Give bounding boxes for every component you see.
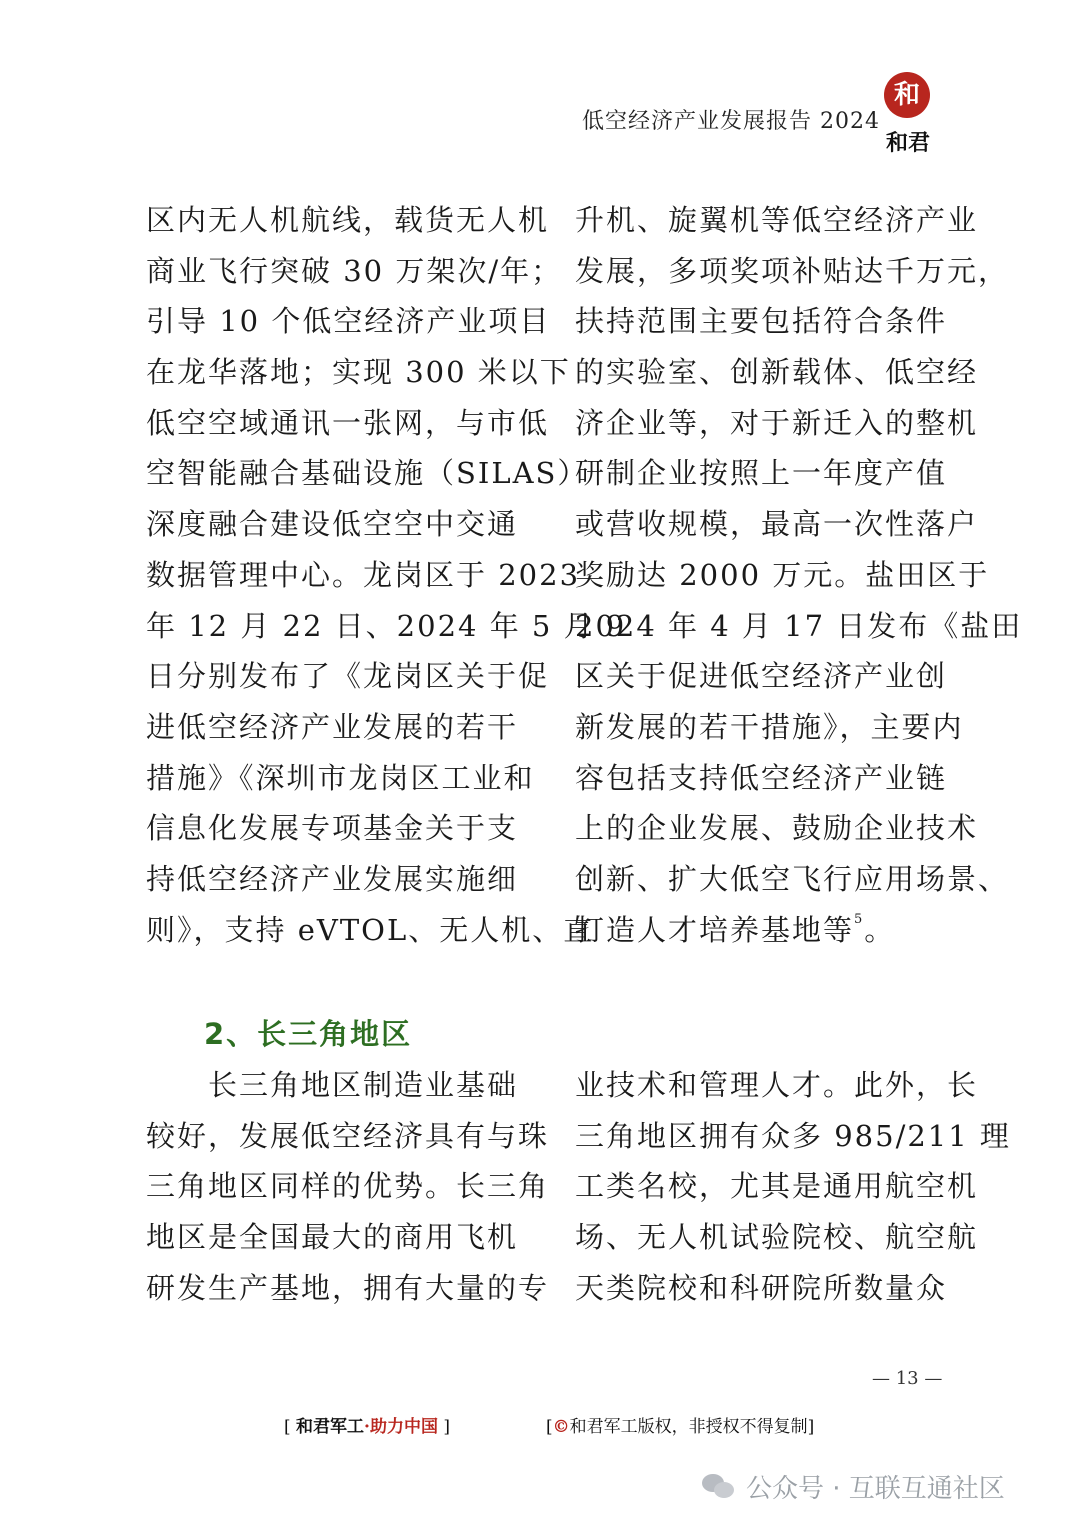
paragraph-line: 信息化发展专项基金关于支 [146, 811, 519, 846]
footer-bracket: [ [284, 1417, 297, 1437]
footer-copyright [546, 1412, 814, 1437]
page-number: — 13 — [872, 1368, 943, 1389]
paragraph-line: 空智能融合基础设施（SILAS） [146, 456, 589, 491]
paragraph-line: 低空空域通讯一张网，与市低 [146, 405, 550, 440]
paragraph-line-text: 打造人才培养基地等 [575, 912, 855, 947]
footer-dot: · [364, 1417, 370, 1437]
paragraph-line: 区内无人机航线，载货无人机 [146, 203, 550, 237]
paragraph-line: 新发展的若干措施》，主要内 [575, 709, 964, 744]
footnote-marker[interactable]: 5 [854, 911, 865, 927]
footer-brand [284, 1412, 450, 1437]
hejun-logo [872, 72, 944, 156]
paragraph-line: 的实验室、创新载体、低空经 [575, 355, 979, 390]
paragraph-line: 研发生产基地，拥有大量的专 [146, 1270, 550, 1305]
footer-bracket: ] [437, 1417, 451, 1437]
footer-copyright-text: 和君军工版权，非授权不得复制] [569, 1417, 815, 1437]
paragraph-line: 创新、扩大低空飞行应用场景、 [575, 861, 1010, 896]
footer-slogan: 助力中国 [369, 1417, 438, 1437]
copyright-icon: © [552, 1417, 570, 1437]
paragraph-line: 2024 年 4 月 17 日发布《盐田 [575, 608, 1023, 643]
paragraph-line: 持低空经济产业发展实施细 [146, 861, 519, 896]
paragraph-line [575, 905, 947, 956]
paragraph-line: 研制企业按照上一年度产值 [575, 456, 948, 491]
wechat-icon [702, 1472, 736, 1500]
paragraph-line: 数据管理中心。龙岗区于 2023 [146, 557, 581, 592]
paragraph-line: 升机、旋翼机等低空经济产业 [575, 203, 979, 237]
paragraph-line: 措施》《深圳市龙岗区工业和 [146, 760, 535, 795]
body-bottom-left-column [146, 1060, 550, 1313]
paragraph-line: 工类名校，尤其是通用航空机 [575, 1169, 979, 1204]
paragraph-line: 天类院校和科研院所数量众 [575, 1270, 948, 1305]
paragraph-line: 或营收规模，最高一次性落户 [575, 507, 979, 542]
footer-brand-name: 和君军工 [296, 1417, 365, 1437]
paragraph-line-punct: 。 [864, 912, 896, 947]
paragraph-line: 场、无人机试验院校、航空航 [575, 1220, 979, 1255]
section-heading: 2、长三角地区 [204, 1017, 413, 1051]
wechat-watermark [702, 1466, 1005, 1506]
paragraph-line: 业技术和管理人才。此外，长 [575, 1068, 979, 1102]
paragraph-line: 在龙华落地；实现 300 米以下 [146, 355, 571, 390]
logo-text: 和君 [885, 131, 930, 156]
paragraph-line: 地区是全国最大的商用飞机 [146, 1220, 519, 1255]
paragraph-line: 进低空经济产业发展的若干 [146, 709, 519, 744]
paragraph-line: 三角地区拥有众多 985/211 理 [575, 1118, 1011, 1153]
report-title: 低空经济产业发展报告 2024 [582, 109, 880, 134]
body-bottom-right-column [575, 1060, 1011, 1313]
paragraph-line: 发展，多项奖项补贴达千万元， [575, 253, 1010, 288]
paragraph-line: 商业飞行突破 30 万架次/年； [146, 253, 563, 288]
paragraph-line: 较好，发展低空经济具有与珠 [146, 1118, 550, 1153]
paragraph-line: 长三角地区制造业基础 [146, 1068, 519, 1102]
paragraph-line: 区关于促进低空经济产业创 [575, 659, 948, 694]
paragraph-line: 日分别发布了《龙岗区关于促 [146, 659, 550, 694]
logo-seal-icon: 和 [884, 72, 930, 118]
paragraph-line: 则》，支持 eVTOL、无人机、直 [146, 912, 595, 947]
paragraph-line: 济企业等，对于新迁入的整机 [575, 405, 979, 440]
body-top-left-column [146, 195, 627, 955]
paragraph-line: 容包括支持低空经济产业链 [575, 760, 948, 795]
paragraph-line: 引导 10 个低空经济产业项目 [146, 304, 551, 339]
paragraph-line: 年 12 月 22 日、2024 年 5 月 9 [146, 608, 627, 643]
body-top-right-column [575, 195, 1023, 955]
watermark-text: 公众号 · 互联互通社区 [746, 1473, 1005, 1504]
paragraph-line: 奖励达 2000 万元。盐田区于 [575, 557, 990, 592]
paragraph-line: 上的企业发展、鼓励企业技术 [575, 811, 979, 846]
paragraph-line: 深度融合建设低空空中交通 [146, 507, 519, 542]
paragraph-line: 扶持范围主要包括符合条件 [575, 304, 948, 339]
paragraph-line: 三角地区同样的优势。长三角 [146, 1169, 550, 1204]
footer-bracket: [ [546, 1417, 553, 1437]
